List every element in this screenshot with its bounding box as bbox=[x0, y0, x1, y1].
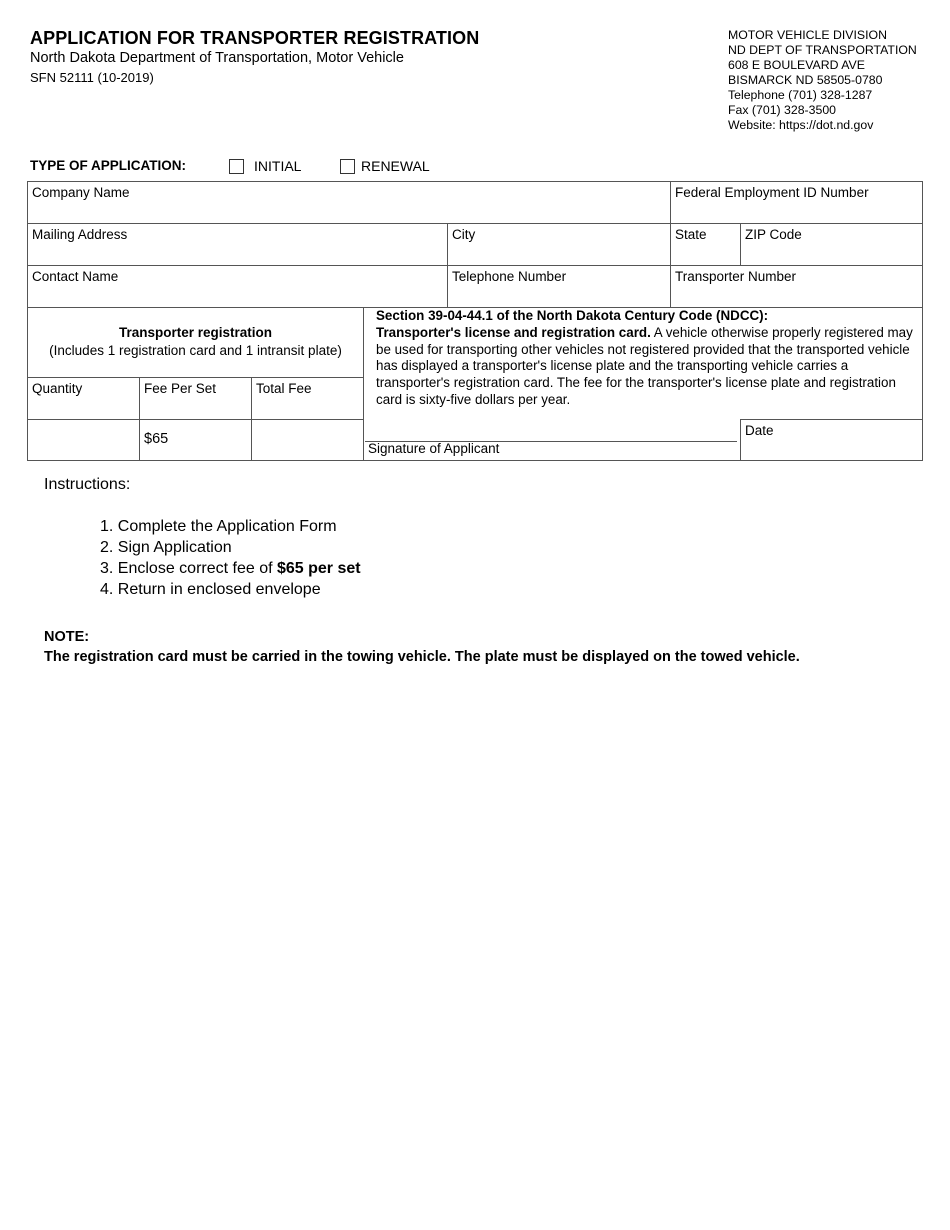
zip-input[interactable] bbox=[741, 247, 922, 265]
date-label: Date bbox=[745, 423, 774, 438]
city-label: City bbox=[452, 227, 476, 242]
federal-id-cell bbox=[670, 181, 923, 224]
total-fee-input[interactable] bbox=[252, 420, 363, 460]
instruction-step: 3. Enclose correct fee of $65 per set bbox=[100, 560, 361, 577]
initial-checkbox[interactable] bbox=[229, 159, 244, 174]
total-fee-label: Total Fee bbox=[256, 381, 312, 396]
statute-text bbox=[376, 308, 922, 409]
statute-subheading: Transporter's license and registration card. bbox=[376, 324, 651, 340]
city-input[interactable] bbox=[448, 247, 670, 265]
mailing-address-cell bbox=[27, 223, 448, 266]
contact-name-cell bbox=[27, 265, 448, 308]
statute-body: A vehicle otherwise properly registered may be used for transporting other vehicles not registered provided that the transported vehicle has displayed a transporter's license plate and the transporting vehicle carries a transporter's registration card. The fee for the transporter's license plate and registration card is sixty-five dollars per year. bbox=[376, 324, 913, 407]
contact-name-label: Contact Name bbox=[32, 269, 119, 284]
instruction-step: 2. Sign Application bbox=[100, 539, 232, 556]
telephone-cell bbox=[447, 265, 671, 308]
transporter-registration-cell bbox=[27, 307, 364, 378]
type-of-application-label: TYPE OF APPLICATION: bbox=[30, 158, 187, 173]
federal-id-label: Federal Employment ID Number bbox=[675, 185, 869, 200]
instructions-heading: Instructions: bbox=[44, 476, 131, 493]
statute-heading: Section 39-04-44.1 of the North Dakota Century Code (NDCC): bbox=[376, 308, 769, 323]
state-input[interactable] bbox=[671, 247, 740, 265]
renewal-checkbox-label: RENEWAL bbox=[361, 158, 430, 174]
state-label: State bbox=[675, 227, 707, 242]
agency-address-block bbox=[728, 28, 943, 133]
signature-label: Signature of Applicant bbox=[368, 441, 500, 456]
company-name-cell bbox=[27, 181, 671, 224]
transporter-number-input[interactable] bbox=[671, 289, 922, 307]
total-fee-header-cell bbox=[251, 377, 364, 420]
transporter-number-cell bbox=[670, 265, 923, 308]
federal-id-input[interactable] bbox=[671, 205, 922, 223]
quantity-input[interactable] bbox=[28, 420, 139, 460]
form-number: SFN 52111 (10-2019) bbox=[30, 70, 154, 85]
fee-per-set-value-cell bbox=[139, 419, 252, 461]
note-heading: NOTE: bbox=[44, 629, 90, 645]
company-name-input[interactable] bbox=[28, 205, 670, 223]
transporter-registration-heading: Transporter registration bbox=[118, 325, 273, 340]
agency-line: BISMARCK ND 58505-0780 bbox=[728, 73, 883, 87]
form-subtitle: North Dakota Department of Transportation, Motor Vehicle bbox=[30, 50, 404, 66]
contact-name-input[interactable] bbox=[28, 289, 447, 307]
instructions-list bbox=[100, 516, 361, 600]
transporter-registration-subheading: (Includes 1 registration card and 1 intransit plate) bbox=[49, 343, 342, 358]
initial-checkbox-label: INITIAL bbox=[254, 158, 302, 174]
agency-line: 608 E BOULEVARD AVE bbox=[728, 58, 865, 72]
fee-per-set-label: Fee Per Set bbox=[144, 381, 217, 396]
date-input[interactable] bbox=[741, 442, 922, 460]
agency-line: Telephone (701) 328-1287 bbox=[728, 88, 873, 102]
telephone-label: Telephone Number bbox=[452, 269, 567, 284]
telephone-input[interactable] bbox=[448, 289, 670, 307]
form-title: APPLICATION FOR TRANSPORTER REGISTRATION bbox=[30, 28, 480, 48]
mailing-address-label: Mailing Address bbox=[32, 227, 128, 242]
renewal-checkbox[interactable] bbox=[340, 159, 355, 174]
quantity-value-cell bbox=[27, 419, 140, 461]
zip-cell bbox=[740, 223, 923, 266]
date-cell bbox=[740, 419, 923, 461]
zip-label: ZIP Code bbox=[745, 227, 802, 242]
note-text: The registration card must be carried in the towing vehicle. The plate must be displayed on the towed vehicle. bbox=[44, 649, 800, 665]
mailing-address-input[interactable] bbox=[28, 247, 447, 265]
state-cell bbox=[670, 223, 741, 266]
city-cell bbox=[447, 223, 671, 266]
total-fee-value-cell bbox=[251, 419, 364, 461]
company-name-label: Company Name bbox=[32, 185, 130, 200]
agency-line: MOTOR VEHICLE DIVISION bbox=[728, 28, 887, 42]
quantity-header-cell bbox=[27, 377, 140, 420]
agency-line: Website: https://dot.nd.gov bbox=[728, 118, 874, 132]
fee-per-set-header-cell bbox=[139, 377, 252, 420]
instruction-step: 4. Return in enclosed envelope bbox=[100, 581, 321, 598]
transporter-number-label: Transporter Number bbox=[675, 269, 797, 284]
instruction-step: 1. Complete the Application Form bbox=[100, 518, 337, 535]
quantity-label: Quantity bbox=[32, 381, 83, 396]
agency-line: Fax (701) 328-3500 bbox=[728, 103, 837, 117]
fee-per-set-value: $65 bbox=[144, 431, 169, 447]
agency-line: ND DEPT OF TRANSPORTATION bbox=[728, 43, 917, 57]
